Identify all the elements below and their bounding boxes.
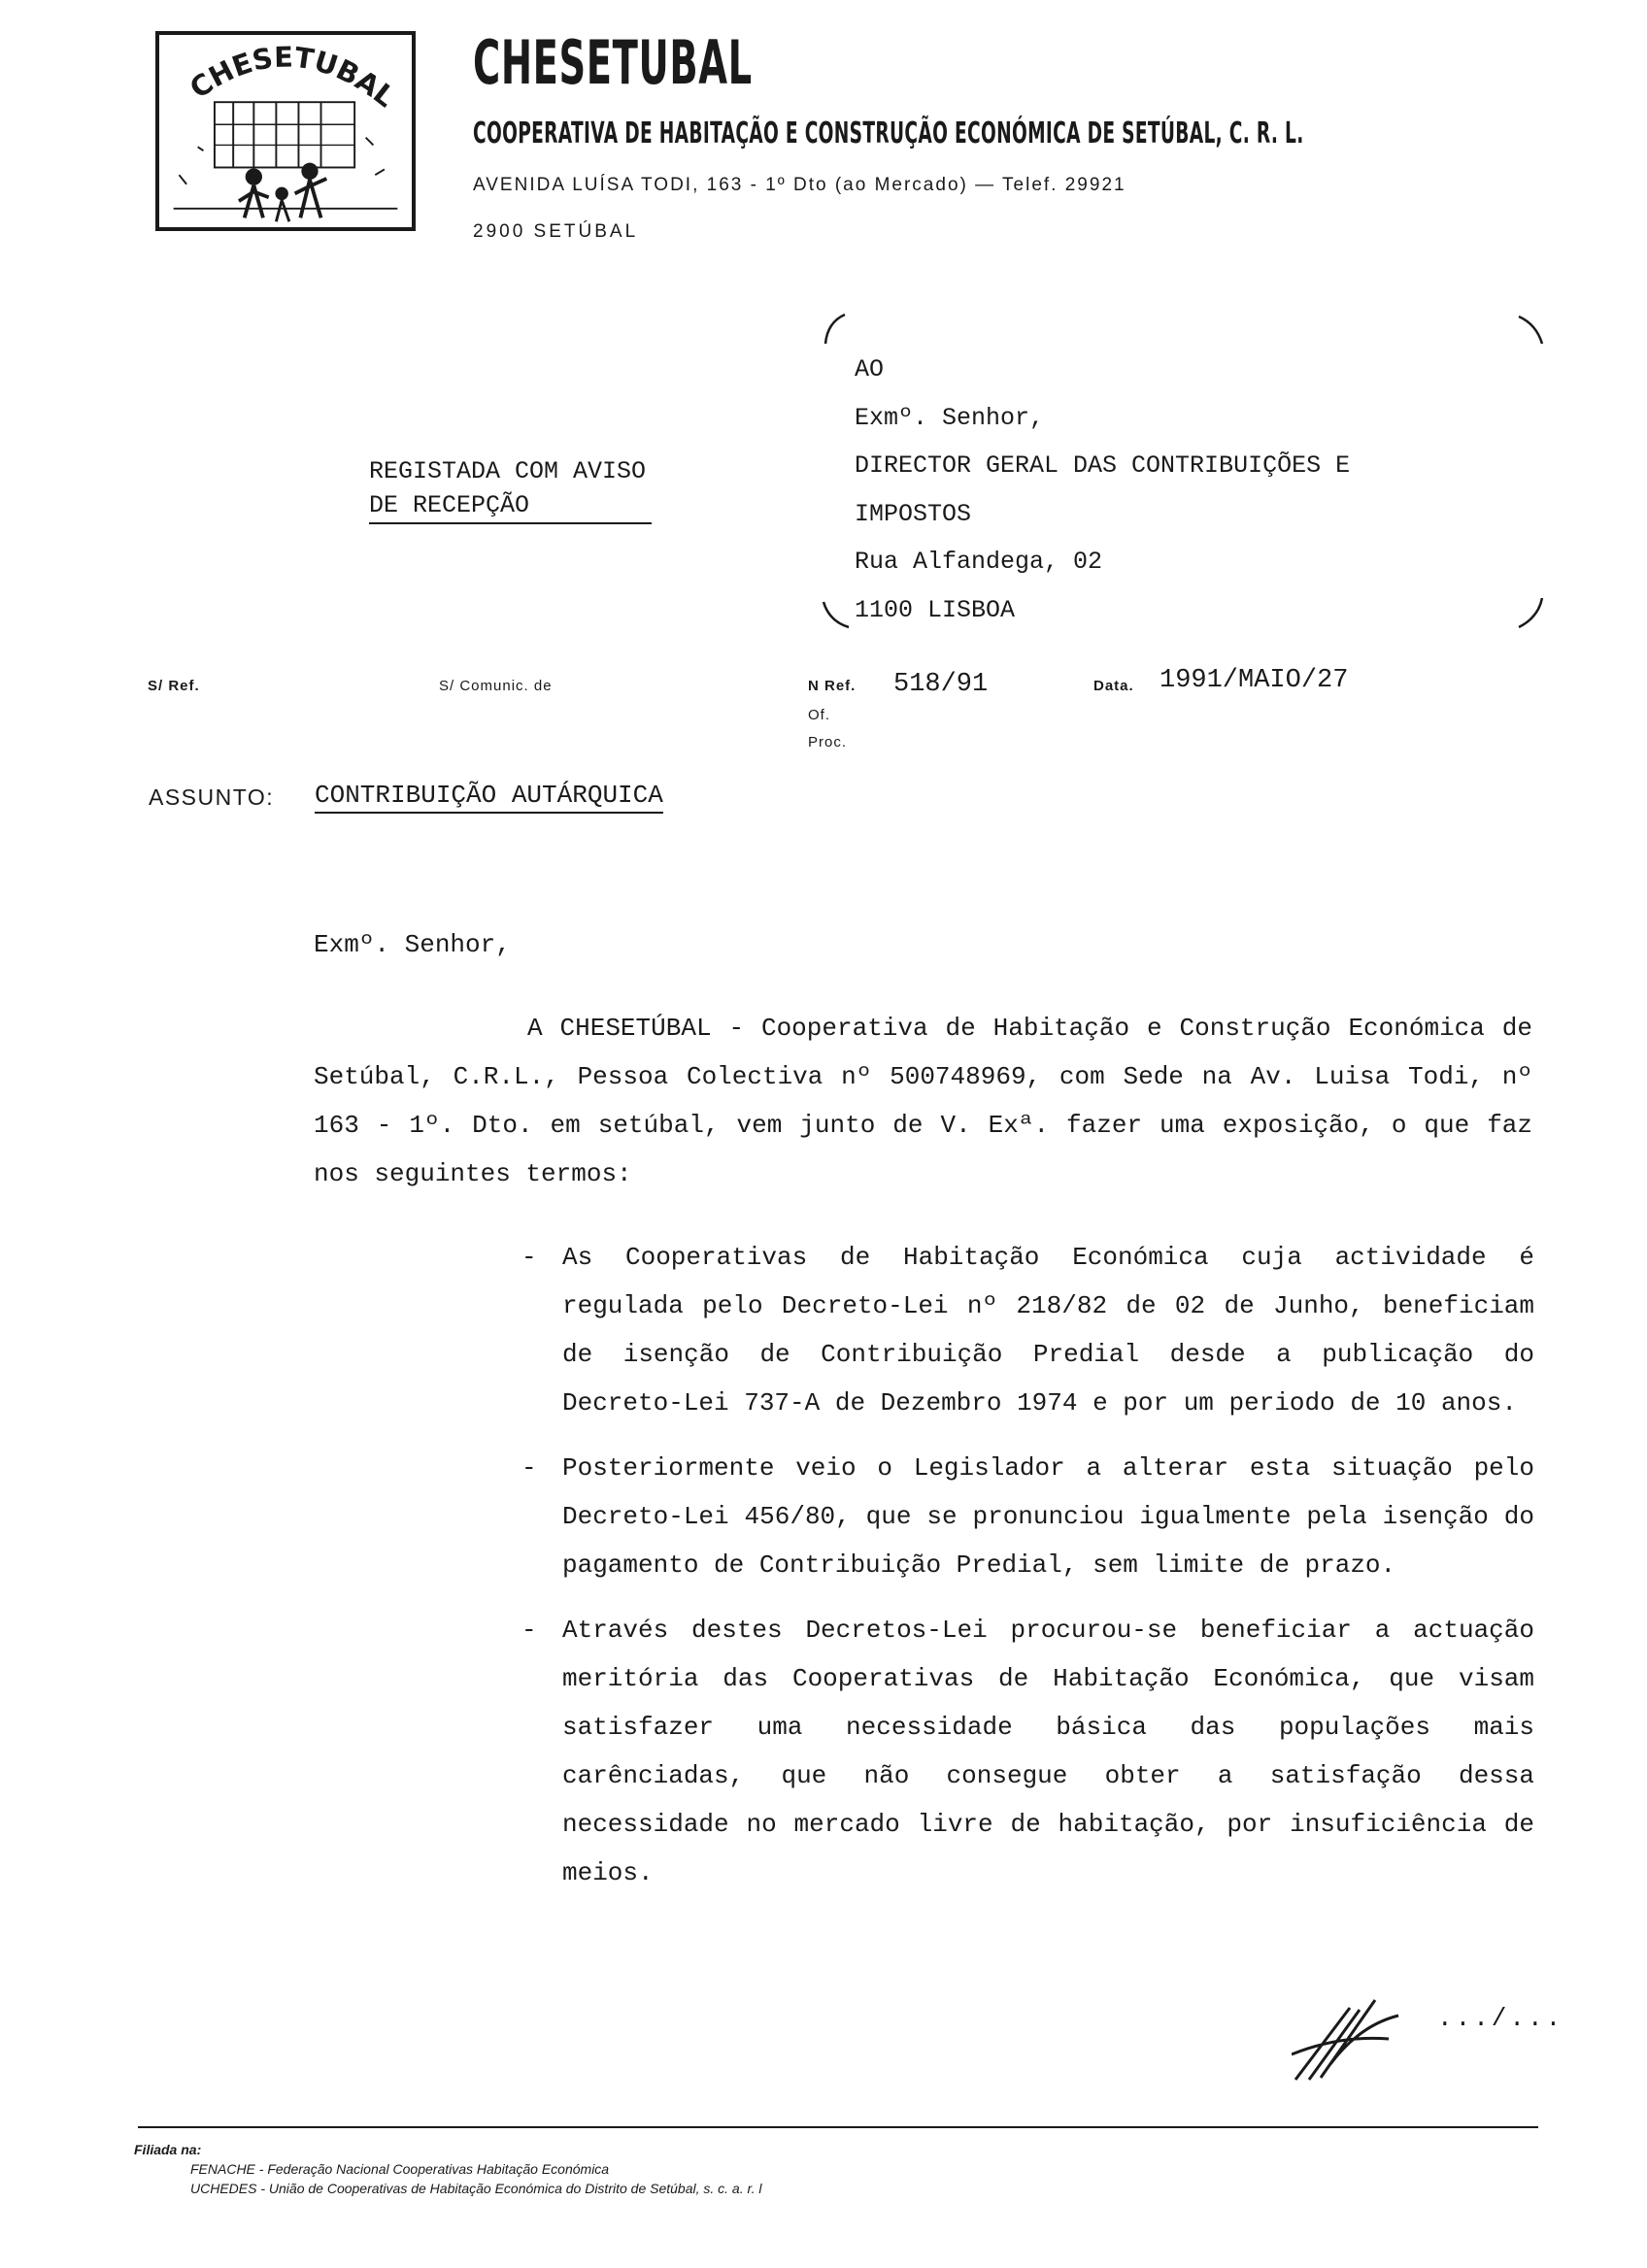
registered-line-1: REGISTADA COM AVISO xyxy=(369,457,647,485)
recipient-line: DIRECTOR GERAL DAS CONTRIBUIÇÕES E xyxy=(855,451,1351,480)
footer-divider xyxy=(138,2126,1538,2128)
your-comm-label: S/ Comunic. de xyxy=(439,678,553,694)
footer-affiliation: FENACHE - Federação Nacional Cooperativas Habitação Económica xyxy=(190,2161,610,2177)
proc-label: Proc. xyxy=(808,734,848,750)
continued-marker: .../... xyxy=(1437,2004,1564,2033)
bullet-text: Posteriormente veio o Legislador a alterar esta situação pelo Decreto-Lei 456/80, que se pronunciou igualmente pela isenção do pagamento de Contribuição Predial, sem limite de prazo. xyxy=(562,1453,1534,1580)
recipient-line: AO xyxy=(855,355,885,384)
org-city: 2900 SETÚBAL xyxy=(473,221,639,242)
recipient-line: 1100 LISBOA xyxy=(855,595,1016,624)
list-item xyxy=(521,1233,1534,1427)
bullet-list xyxy=(521,1233,1534,1914)
bullet-text: As Cooperativas de Habitação Económica cuja actividade é regulada pelo Decreto-Lei nº 218/82 de 02 de Junho, beneficiam de isenção de Contribuição Predial desde a publicação do Decreto-Lei 737-A de Dezembro 1974 e por um periodo de 10 anos. xyxy=(562,1243,1534,1418)
list-item xyxy=(521,1444,1534,1589)
bullet-dash: - xyxy=(521,1243,537,1272)
recipient-address xyxy=(855,346,1350,634)
org-name: CHESETUBAL xyxy=(473,27,753,98)
logo-arc-text: CHESETUBAL xyxy=(184,40,402,115)
salutation: Exmº. Senhor, xyxy=(314,930,511,959)
logo-illustration xyxy=(159,35,412,227)
intro-paragraph: A CHESETÚBAL - Cooperativa de Habitação e Construção Económica de Setúbal, C.R.L., Pessoa Colectiva nº 500748969, com Sede na Av. Luisa Todi, nº 163 - 1º. Dto. em setúbal, vem junto de V. Exª. fazer uma exposição, o que faz nos seguintes termos: xyxy=(314,1014,1532,1188)
subject-label: ASSUNTO: xyxy=(149,784,275,810)
your-ref-label: S/ Ref. xyxy=(148,678,200,694)
registered-mail-note xyxy=(369,454,652,524)
recipient-line: Rua Alfandega, 02 xyxy=(855,548,1103,576)
of-label: Of. xyxy=(808,707,831,723)
footer-title: Filiada na: xyxy=(134,2142,202,2157)
bullet-dash: - xyxy=(521,1616,537,1645)
our-ref-label: N Ref. xyxy=(808,678,857,694)
bullet-dash: - xyxy=(521,1453,537,1483)
subject-value: CONTRIBUIÇÃO AUTÁRQUICA xyxy=(315,781,663,814)
recipient-line: Exmº. Senhor, xyxy=(855,403,1045,432)
org-address: AVENIDA LUÍSA TODI, 163 - 1º Dto (ao Mercado) — Telef. 29921 xyxy=(473,175,1126,195)
list-item xyxy=(521,1606,1534,1897)
our-ref-value: 518/91 xyxy=(893,670,989,699)
bullet-text: Através destes Decretos-Lei procurou-se beneficiar a actuação meritória das Cooperativas de Habitação Económica, que visam satisfazer uma necessidade básica das populações mais carênciadas, que não consegue obter a satisfação dessa necessidade no mercado livre de habitação, por insuficiência de meios. xyxy=(562,1616,1534,1887)
date-value: 1991/MAIO/27 xyxy=(1160,666,1349,695)
footer-affiliation: UCHEDES - União de Cooperativas de Habitação Económica do Distrito de Setúbal, s. c. a. r. l xyxy=(190,2181,762,2196)
recipient-line: IMPOSTOS xyxy=(855,499,972,528)
org-full-name: COOPERATIVA DE HABITAÇÃO E CONSTRUÇÃO ECONÓMICA DE SETÚBAL, C. R. L. xyxy=(473,117,1304,150)
registered-line-2: DE RECEPÇÃO xyxy=(369,488,652,524)
logo xyxy=(155,31,416,231)
signature-mark xyxy=(1292,1996,1408,2084)
date-label: Data. xyxy=(1093,678,1134,694)
